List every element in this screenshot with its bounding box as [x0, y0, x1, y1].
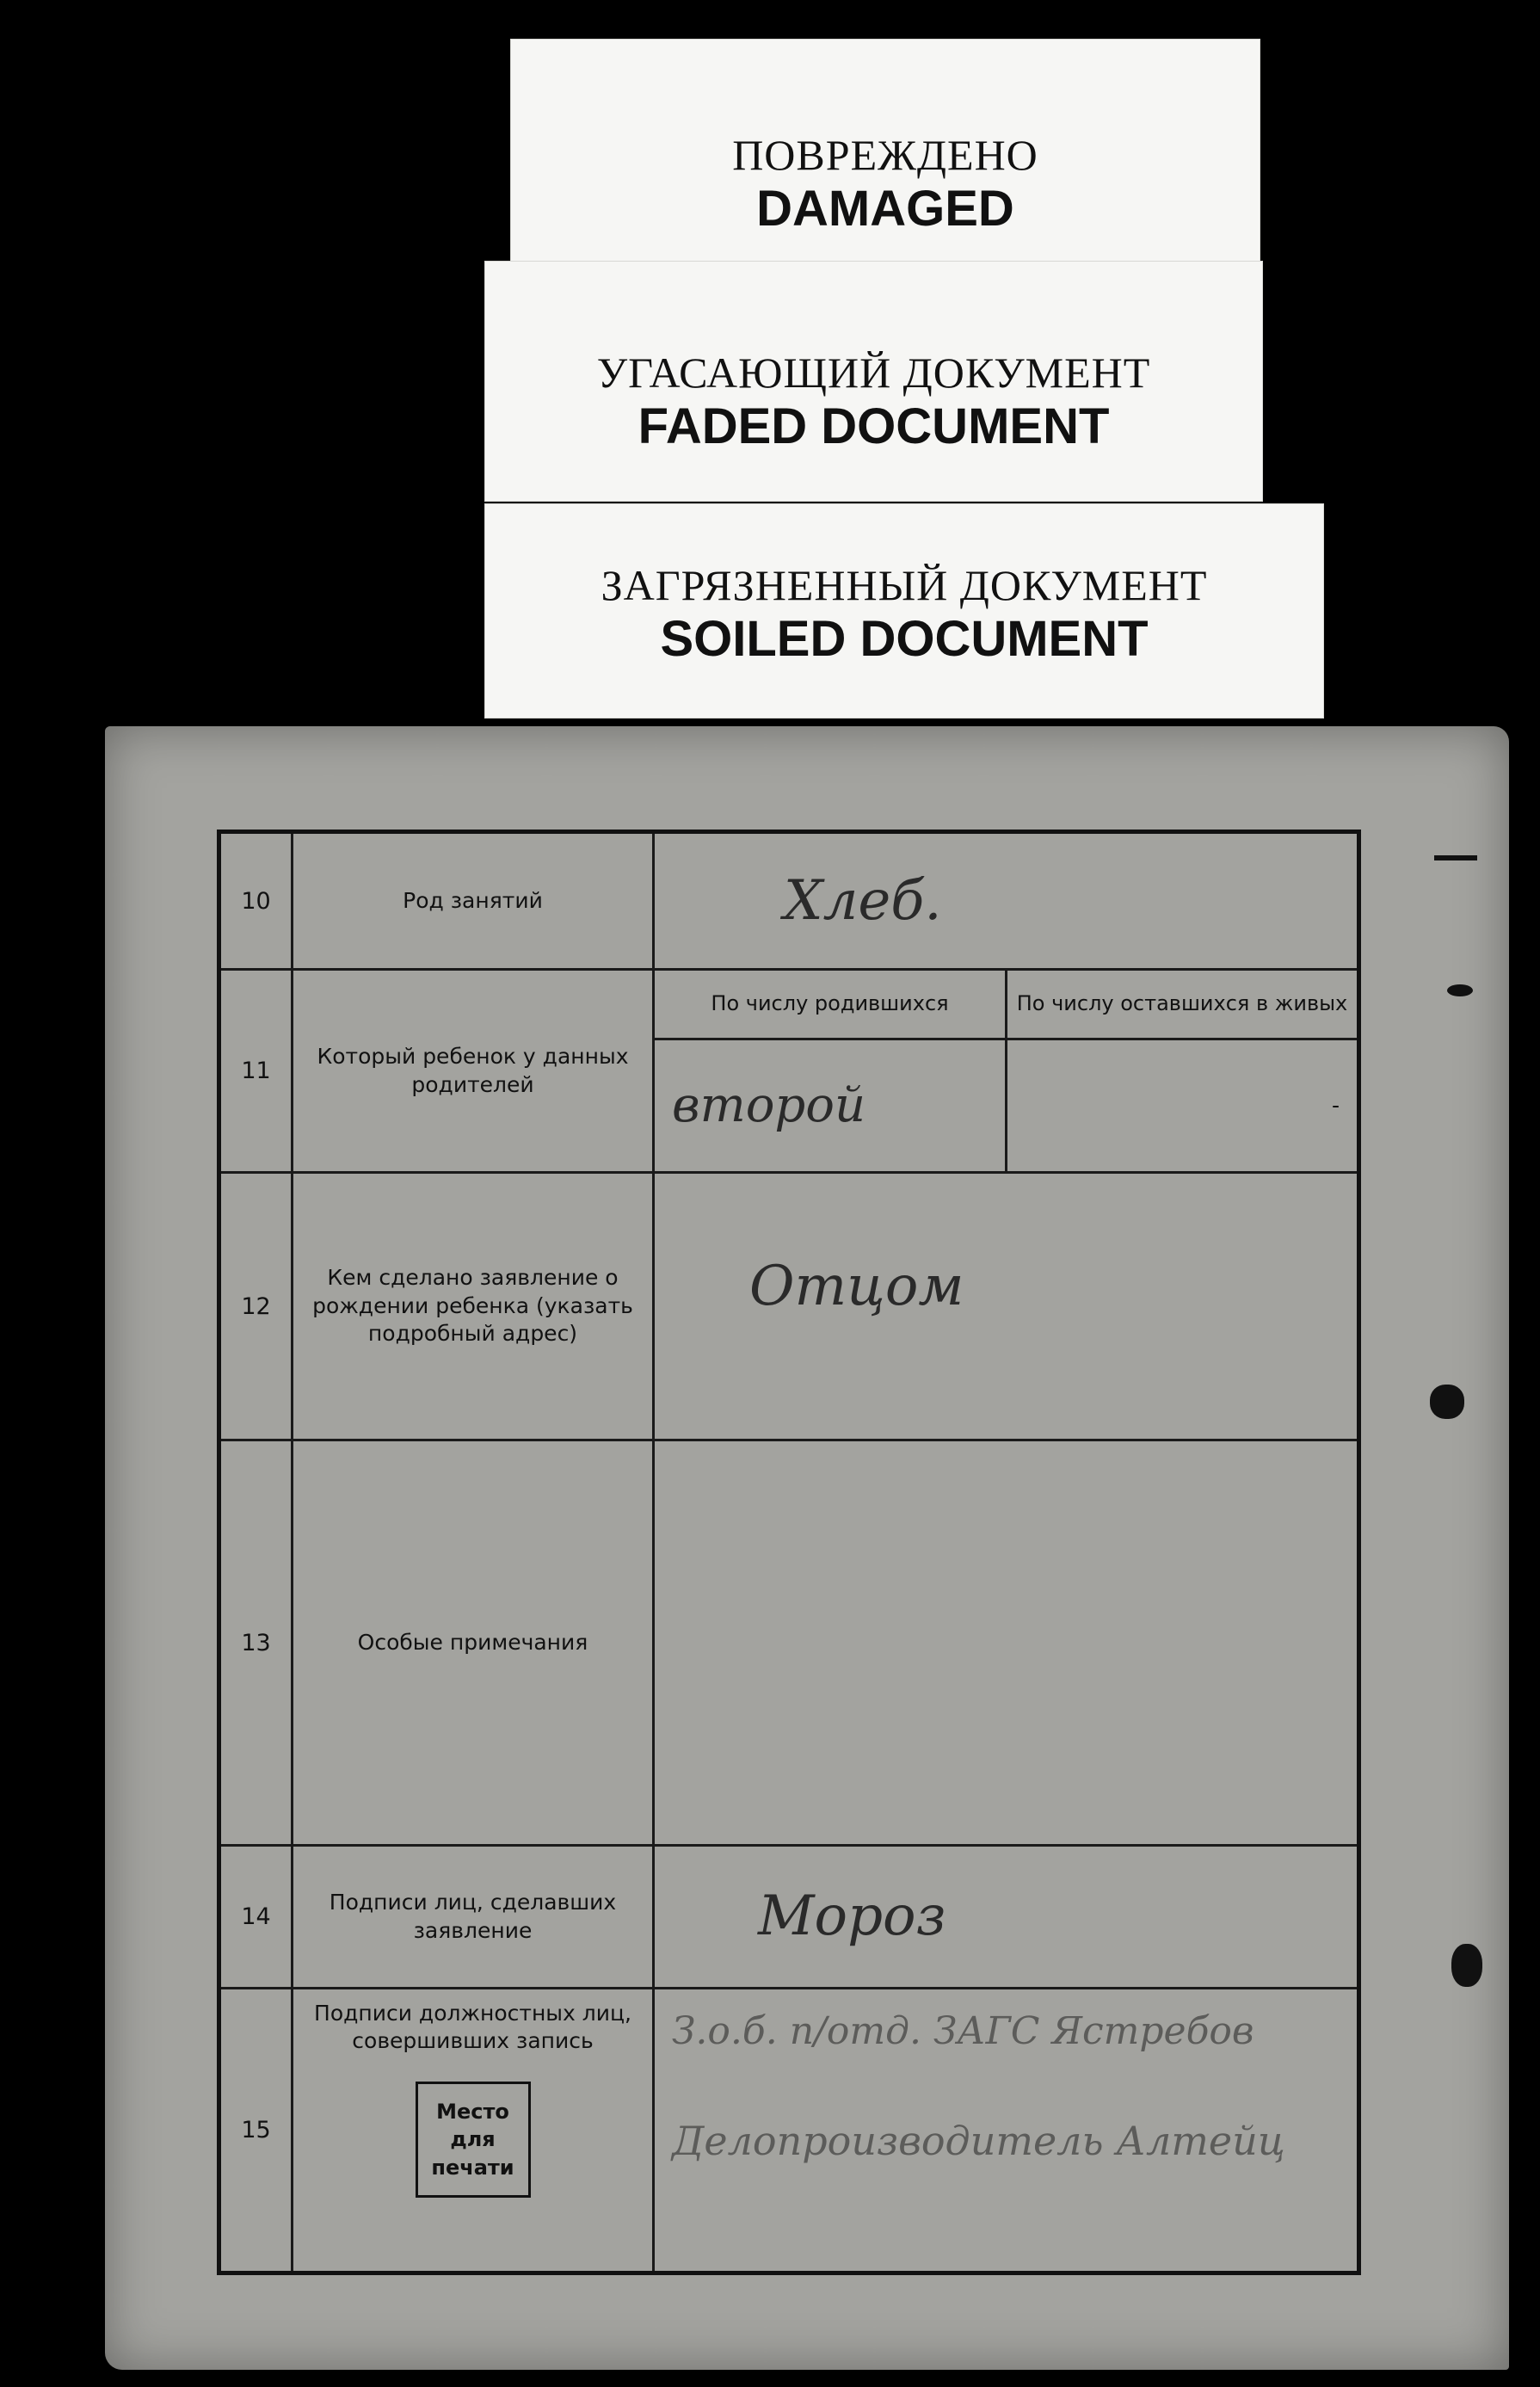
form-row-13 [219, 1440, 1359, 1846]
row-label: Особые примечания [293, 1440, 654, 1846]
value-alive-text: - [1331, 1092, 1340, 1118]
row-label: Подписи лиц, сделавших заявление [293, 1846, 654, 1988]
damaged-en-text: DAMAGED [756, 181, 1014, 237]
form-row-14 [219, 1846, 1359, 1988]
row-label: Подписи должностных лиц, совершивших запись [314, 2000, 631, 2054]
seal-place-box: Место для печати [416, 2082, 531, 2198]
form-row-15 [219, 1988, 1359, 2273]
soiled-ru-text: ЗАГРЯЗНЕННЫЙ ДОКУМЕНТ [601, 561, 1208, 609]
row-label-cell [293, 1988, 654, 2273]
value-alive-cell [1007, 1039, 1359, 1172]
soiled-label-card [484, 503, 1324, 719]
faded-ru-text: УГАСАЮЩИЙ ДОКУМЕНТ [596, 348, 1151, 397]
birth-record-form [217, 830, 1361, 2275]
official-stamp-line: З.о.б. п/отд. ЗАГС Ястребов [672, 2008, 1254, 2053]
row-number: 13 [219, 1440, 293, 1846]
handwritten-declarant-signature: Мороз [758, 1884, 946, 1949]
soiled-en-text: SOILED DOCUMENT [660, 611, 1149, 667]
row-value-cell [654, 1988, 1359, 2273]
handwritten-occupation: Хлеб. [784, 868, 942, 933]
handwritten-declarant: Отцом [749, 1255, 964, 1319]
faded-label-card [484, 261, 1263, 502]
row-value-cell [654, 1173, 1359, 1440]
col-header-alive: По числу оставшихся в живых [1007, 970, 1359, 1039]
row-value-cell [654, 832, 1359, 970]
row-number: 10 [219, 832, 293, 970]
value-born-cell [654, 1039, 1007, 1172]
page-edge-mark [1434, 855, 1477, 860]
row-label: Кем сделано заявление о рождении ребенка (указать подробный адрес) [293, 1173, 654, 1440]
page-damage-hole [1430, 1385, 1464, 1419]
row-number: 12 [219, 1173, 293, 1440]
form-row-11-header [219, 970, 1359, 1039]
handwritten-child-order: второй [672, 1076, 866, 1133]
page-damage-hole [1451, 1944, 1482, 1987]
row-number: 14 [219, 1846, 293, 1988]
row-label: Который ребенок у данных родителей [293, 970, 654, 1173]
row-value-cell [654, 1846, 1359, 1988]
faded-en-text: FADED DOCUMENT [638, 398, 1110, 454]
form-row-12 [219, 1173, 1359, 1440]
damaged-label-card [510, 39, 1260, 264]
damaged-ru-text: ПОВРЕЖДЕНО [732, 131, 1038, 179]
form-sheet [105, 726, 1509, 2370]
row-label: Род занятий [293, 832, 654, 970]
form-row-10 [219, 832, 1359, 970]
row-number: 15 [219, 1988, 293, 2273]
col-header-born: По числу родившихся [654, 970, 1007, 1039]
official-signature-line: Делопроизводитель Алтейц [672, 2118, 1285, 2165]
row-value-cell [654, 1440, 1359, 1846]
page-edge-mark [1447, 984, 1473, 996]
row-number: 11 [219, 970, 293, 1173]
